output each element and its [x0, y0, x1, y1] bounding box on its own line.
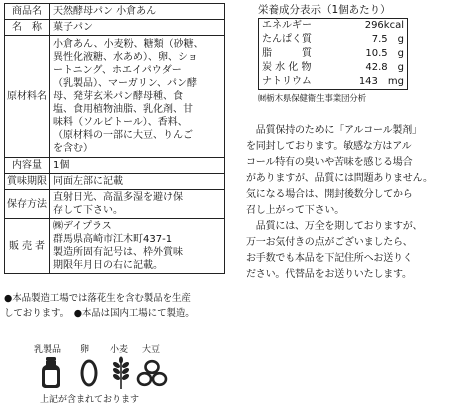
- table-row: [5, 4, 225, 20]
- wheat-icon: [110, 356, 132, 389]
- ingredients-key: 原材料名: [5, 36, 50, 158]
- nutrient-value: 143 mg: [358, 76, 404, 87]
- allergen-label-egg: 卵: [80, 345, 90, 355]
- table-row: [5, 219, 225, 274]
- allergen-footer: 上記が含まれております: [40, 395, 140, 405]
- table-row: [5, 158, 225, 174]
- nutrient-value: 10.5 g: [365, 48, 404, 59]
- nutrient-name: たんぱく質: [262, 34, 312, 45]
- nutrition-title: 栄養成分表示（1個あたり）: [258, 4, 391, 16]
- nutrient-name: エネルギー: [262, 20, 312, 31]
- product-label-table: [4, 3, 225, 274]
- nutrient-value: 7.5 g: [371, 34, 404, 45]
- storage-key: 保存方法: [5, 190, 50, 219]
- nutrition-source: ㈶栃木県保健衛生事業団分析: [258, 94, 366, 104]
- quantity-value: 1個: [50, 158, 225, 174]
- table-row: [259, 75, 408, 90]
- nutrient-value: 296kcal: [364, 20, 404, 31]
- table-row: [259, 47, 408, 61]
- allergen-label-soy: 大豆: [142, 345, 161, 355]
- quality-notice: 品質保持のために「アルコール製剤」 を同封しております。敏感な方はアル コール特有の臭いや苦味を感じる場合 がありますが、品質には問題ありません。 気になる場合は、開封後数分してから 召し上がって下さい。 品質には、万全を期しておりますが、 万一お気付きの点がございましたら、 お手数でも本品を下記住所へお送りく ださい。代替品をお送りいたします。: [246, 125, 433, 280]
- table-row: [5, 174, 225, 190]
- nutrition-facts: [258, 3, 418, 104]
- category-value: 菓子パン: [50, 20, 225, 36]
- quantity-key: 内容量: [5, 158, 50, 174]
- storage-value: 直射日光、高温多湿を避け保 存して下さい。: [50, 190, 225, 219]
- product-name-key: 商品名: [5, 4, 50, 20]
- table-row: [259, 33, 408, 47]
- table-row: [259, 19, 408, 34]
- seller-value: ㈱デイプラス 群馬県高崎市江木町437-1 製造所固有記号は、枠外賞味 期限年月日の右に記載。: [50, 219, 225, 274]
- allergen-panel: [30, 342, 180, 406]
- egg-icon: [78, 356, 100, 389]
- seller-key: 販売者: [5, 219, 50, 274]
- allergen-label-milk: 乳製品: [34, 345, 62, 355]
- table-row: [5, 190, 225, 219]
- category-key: 名 称: [5, 20, 50, 36]
- nutrient-name: ナトリウム: [262, 76, 312, 87]
- best-before-key: 賞味期限: [5, 174, 50, 190]
- nutrition-table: [258, 18, 408, 90]
- allergen-label-wheat: 小麦: [110, 345, 129, 355]
- product-name-value: 天然酵母パン 小倉あん: [50, 4, 225, 20]
- soybean-icon: [136, 356, 168, 389]
- nutrient-name: 炭 水 化 物: [262, 62, 312, 73]
- milk-bottle-icon: [40, 356, 62, 389]
- ingredients-value: 小倉あん、小麦粉、糖類（砂糖、 異性化液糖、水あめ）、卵、ショ ートニング、ホエイパウダー （乳製品）、マーガリン、パン酵 母、発芽玄米パン酵母種、食 塩、食用植物油脂、乳化剤、甘 味料（ソルビトール）、香料、 （原材料の一部に大豆、りんご を含む）: [50, 36, 225, 158]
- table-row: [5, 36, 225, 158]
- best-before-value: 同面左部に記載: [50, 174, 225, 190]
- table-row: [5, 20, 225, 36]
- allergy-notice: ●本品製造工場では落花生を含む製品を生産 しております。 ●本品は国内工場にて製造。: [4, 293, 195, 319]
- nutrient-value: 42.8 g: [365, 62, 404, 73]
- nutrient-name: 脂 質: [262, 48, 312, 59]
- table-row: [259, 61, 408, 75]
